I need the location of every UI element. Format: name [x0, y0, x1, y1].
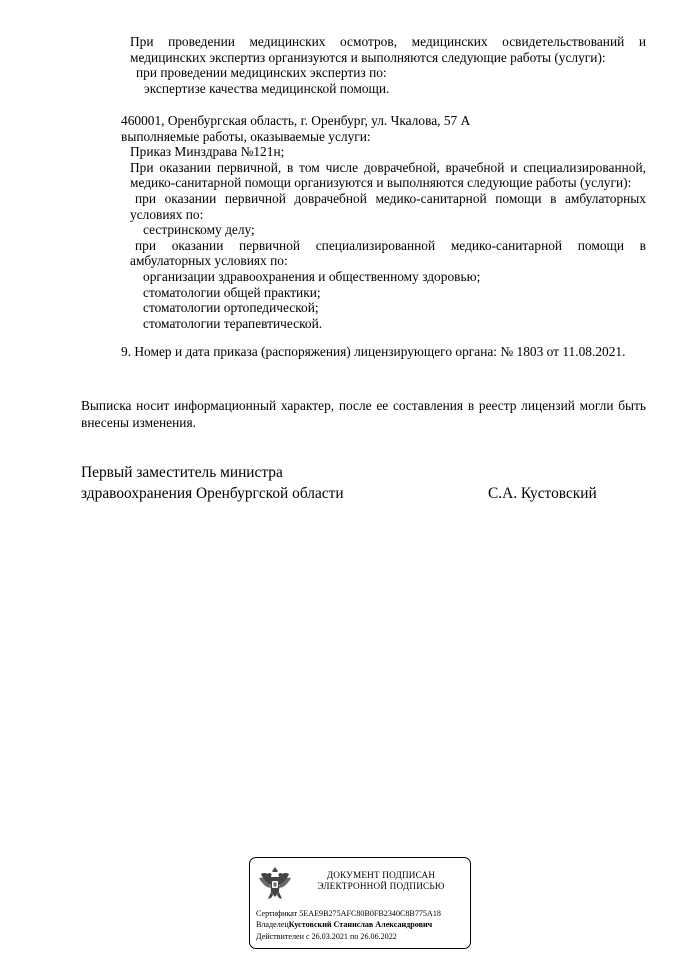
- certificate-value: 5EAE9B275AFC80B0FB2340C8B775A18: [299, 909, 441, 918]
- owner-value: Кустовский Станислав Александрович: [288, 920, 433, 930]
- address-line: 460001, Оренбургская область, г. Оренбург, ул. Чкалова, 57 А: [121, 113, 471, 128]
- signatory-name: С.А. Кустовский: [488, 485, 597, 502]
- list-item: организации здравоохранения и общественному здоровью;: [143, 268, 481, 284]
- text-line: условиях по:: [130, 206, 204, 222]
- signatory-title: здравоохранения Оренбургской области: [81, 485, 344, 502]
- text-line: При оказании первичной, в том числе доврачебной, врачебной и специализированной,: [130, 159, 646, 175]
- stamp-heading-line: ДОКУМЕНТ ПОДПИСАН: [326, 870, 436, 880]
- text-line: экспертизе качества медицинской помощи.: [144, 80, 390, 96]
- validity-row: Действителен с 26.03.2021 по 26.06.2022: [256, 931, 397, 941]
- list-item: сестринскому делу;: [143, 222, 255, 238]
- list-item: стоматологии ортопедической;: [143, 300, 319, 316]
- owner-label: Владелец: [256, 920, 289, 930]
- text-line: амбулаторных условиях по:: [130, 253, 288, 269]
- signatory-title: Первый заместитель министра: [81, 464, 283, 481]
- text-line: при оказании первичной специализированной медико-санитарной помощи в: [135, 237, 646, 253]
- order-number-line: 9. Номер и дата приказа (распоряжения) лицензирующего органа: № 1803 от 11.08.2021.: [121, 344, 626, 359]
- informational-note: [81, 397, 646, 432]
- medical-examinations-section: [130, 34, 646, 96]
- order-number-section: [121, 344, 646, 360]
- text-line: медицинских экспертиз организуются и выполняются следующие работы (услуги):: [130, 49, 606, 65]
- address-section: [121, 113, 646, 331]
- electronic-signature-stamp: [249, 857, 471, 949]
- list-item: стоматологии терапевтической.: [143, 315, 323, 331]
- coat-of-arms-icon: [257, 864, 293, 904]
- certificate-row: [256, 908, 468, 919]
- text-line: при оказании первичной доврачебной медико-санитарной помощи в амбулаторных: [135, 190, 646, 206]
- stamp-details: [256, 908, 468, 942]
- stamp-heading-line: ЭЛЕКТРОННОЙ ПОДПИСЬЮ: [317, 881, 445, 892]
- text-line: При проведении медицинских осмотров, медицинских освидетельствований и: [130, 34, 646, 49]
- order-line: Приказ Минздрава №121н;: [130, 144, 285, 160]
- works-label: выполняемые работы, оказываемые услуги:: [121, 128, 371, 144]
- list-item: стоматологии общей практики;: [143, 284, 321, 300]
- owner-row: [256, 919, 468, 930]
- certificate-label: Сертификат: [256, 909, 298, 918]
- note-line: Выписка носит информационный характер, после ее составления в реестр лицензий могли быть: [81, 398, 646, 413]
- text-line: медико-санитарной помощи организуются и выполняются следующие работы (услуги):: [130, 175, 632, 191]
- note-line: внесены изменения.: [81, 415, 196, 431]
- stamp-heading: [296, 870, 466, 892]
- text-line: при проведении медицинских экспертиз по:: [136, 65, 387, 81]
